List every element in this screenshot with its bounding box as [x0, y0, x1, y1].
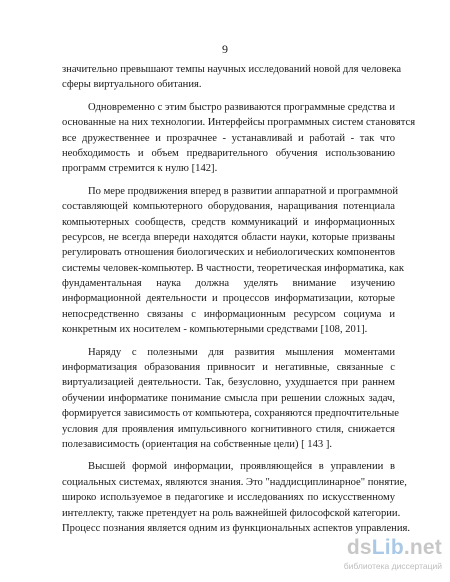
- text-line: основанные на них технологии. Интерфейсы программных систем становятся: [62, 117, 416, 129]
- text-line: необходимость и объем предварительного обучения использованию: [62, 147, 395, 159]
- paragraph: [62, 345, 399, 453]
- paragraph: [62, 459, 411, 536]
- watermark-logo-ds: ds: [346, 536, 372, 559]
- text-line: условия для проявления импульсивного когнитивного стиля, снижается: [62, 423, 395, 435]
- text-line: сферы виртуального обитания.: [62, 79, 202, 91]
- text-line: Высшей формой информации, проявляющейся в управлении в: [88, 461, 395, 473]
- text-line: компьютерных сообществ, средств коммуникаций и информационных: [62, 216, 395, 228]
- text-line: программ стремится к нулю [142].: [62, 163, 218, 175]
- paragraph: [62, 100, 416, 177]
- text-line: системы человек-компьютер. В частности, теоретическая информатика, как: [62, 262, 404, 274]
- text-line: виртуализацией деятельности. Так, безусловно, ухудшается при раннем: [62, 377, 395, 389]
- text-line: фундаментальная наука должна уделять внимание изучению: [62, 278, 395, 290]
- watermark-logo: [347, 536, 442, 560]
- text-line: составляющей компьютерного оборудования, наращивания потенциала: [62, 201, 395, 213]
- text-line: ресурсов, не всегда впереди находятся области науки, которые призваны: [62, 231, 395, 243]
- body-text: [62, 62, 416, 543]
- text-line: социальных системах, являются знания. Это "наддисциплинарное" понятие,: [62, 476, 407, 488]
- paragraph: [62, 62, 402, 93]
- text-line: все дружественнее и прозрачнее - устанавливай и работай - так что: [62, 132, 395, 144]
- text-line: значительно превышают темпы научных исследований новой для человека: [62, 64, 402, 75]
- text-line: По мере продвижения вперед в развитии аппаратной и программной: [88, 185, 399, 197]
- page-number: 9: [222, 42, 228, 56]
- text-line: непосредственно связаны с информационным ресурсом социума и: [62, 308, 395, 320]
- text-line: Процесс познания является одним из функциональных аспектов управления.: [62, 522, 411, 534]
- watermark-subtitle: библиотека диссертаций: [343, 561, 442, 571]
- dslib-watermark: [324, 536, 442, 576]
- text-line: интеллекту, также претендует на роль важнейшей философской категории.: [62, 507, 401, 519]
- text-line: широко используемое в педагогике и исследованиях по искусственному: [62, 492, 395, 504]
- text-line: обучении информатике понимание смысла при решении сложных задач,: [62, 392, 395, 404]
- paragraph: [62, 184, 404, 338]
- text-line: регулировать отношения биологических и небиологических компонентов: [62, 247, 395, 259]
- text-line: информационной деятельности и процессов информатизации, которые: [62, 293, 395, 305]
- text-line: Наряду с полезными для развития мышления моментами: [88, 346, 395, 358]
- text-line: полезависимость (ориентация на собственные цели) [ 143 ].: [62, 438, 333, 450]
- watermark-logo-lib: Lib: [371, 536, 404, 559]
- text-line: информатизация образования привносит и негативные, связанные с: [62, 362, 395, 374]
- text-line: формируется зависимость от компьютера, сохраняются предпочтительные: [62, 408, 399, 420]
- watermark-logo-net: .net: [403, 536, 442, 559]
- text-line: Одновременно с этим быстро развиваются программные средства и: [88, 101, 395, 113]
- text-line: конкретным их носителем - компьютерными средствами [108, 201].: [62, 324, 368, 336]
